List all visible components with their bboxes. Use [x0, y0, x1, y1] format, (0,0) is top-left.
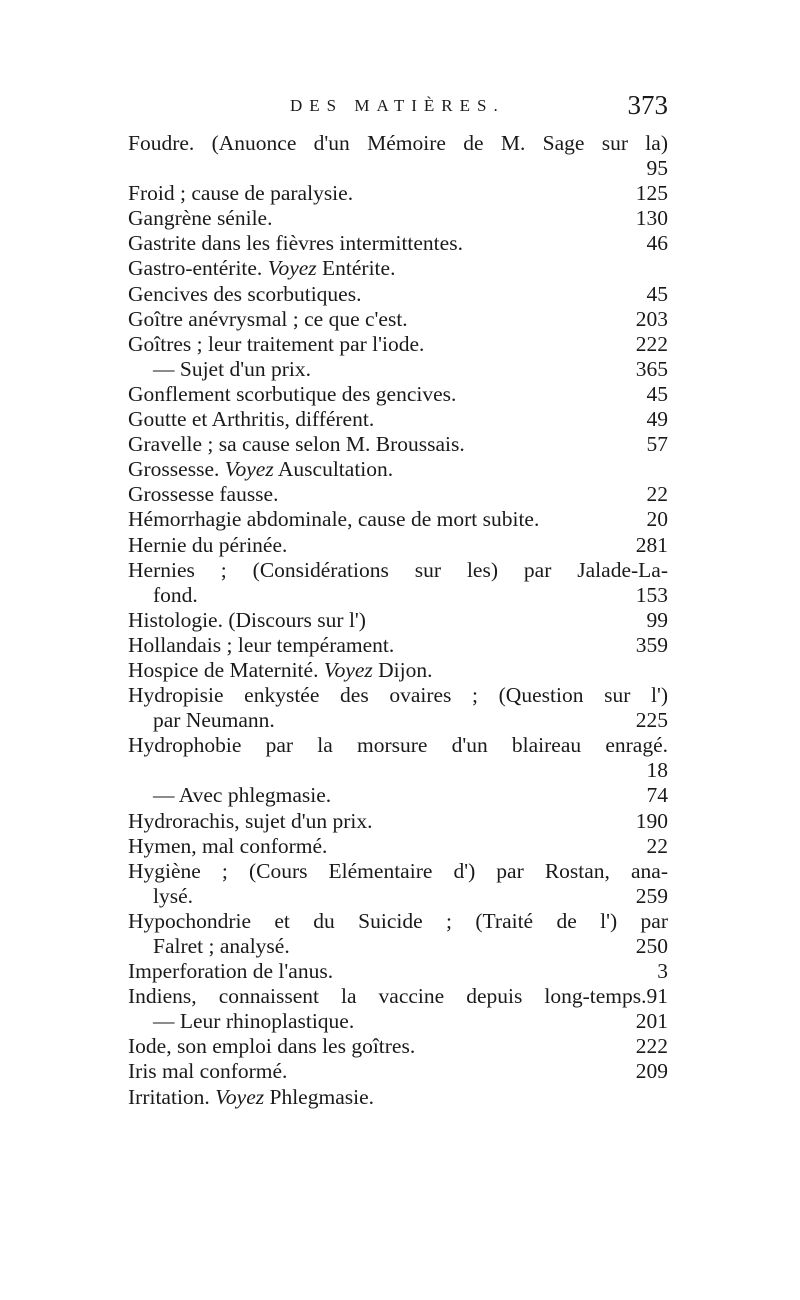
entry-page-number: 130 — [635, 206, 668, 231]
entry-page-number: 99 — [646, 607, 668, 632]
entry-text — [128, 457, 393, 482]
index-entry — [128, 457, 668, 482]
index-entry — [128, 1059, 668, 1084]
index-entry — [128, 558, 668, 583]
index-entry — [128, 206, 668, 231]
index-entry — [128, 1034, 668, 1059]
entry-text: Hernies ; (Considérations sur les) par Jalade-La- — [128, 557, 668, 582]
entry-text: Gravelle ; sa cause selon M. Broussais. — [128, 432, 465, 457]
index-entry — [128, 733, 668, 758]
entry-text: Gastrite dans les fièvres intermittentes. — [128, 231, 463, 256]
entry-text — [128, 658, 433, 683]
entry-text: Histologie. (Discours sur l') — [128, 607, 366, 632]
entry-page-number: 209 — [635, 1059, 668, 1084]
entry-page-number: 45 — [646, 281, 668, 306]
index-entry — [128, 934, 668, 959]
entry-text: Goîtres ; leur traitement par l'iode. — [128, 331, 425, 356]
entry-text: Goutte et Arthritis, différent. — [128, 407, 375, 432]
entry-page-number: 259 — [635, 883, 668, 908]
index-entry — [128, 432, 668, 457]
index-entry — [128, 633, 668, 658]
entry-page-number: 95 — [646, 156, 668, 181]
entry-text-before: Hospice de Maternité. — [128, 657, 324, 682]
entry-text — [128, 256, 395, 281]
index-entry — [128, 708, 668, 733]
entry-text-after: Phlegmasie. — [264, 1084, 374, 1109]
index-entry — [128, 181, 668, 206]
index-entry — [128, 809, 668, 834]
entry-page-number: 74 — [646, 783, 668, 808]
index-entry — [128, 859, 668, 884]
entry-see-reference: Voyez — [215, 1084, 265, 1109]
index-entry — [128, 256, 668, 281]
entry-text-after: Auscultation. — [273, 457, 394, 482]
running-title: DES MATIÈRES. — [290, 96, 505, 115]
index-entry — [128, 533, 668, 558]
entry-text-after: Dijon. — [372, 657, 433, 682]
page-number: 373 — [627, 90, 668, 120]
entry-text: — Leur rhinoplastique. — [153, 1009, 355, 1034]
entry-text: par Neumann. — [153, 708, 275, 733]
index-entry — [128, 357, 668, 382]
index-entry — [128, 658, 668, 683]
entry-page-number: 222 — [635, 331, 668, 356]
index-entry — [128, 909, 668, 934]
entry-page-number: 203 — [635, 306, 668, 331]
entry-text: Hydrorachis, sujet d'un prix. — [128, 808, 373, 833]
entry-text — [128, 1085, 374, 1110]
entry-text: Hymen, mal conformé. — [128, 833, 328, 858]
entry-text: Imperforation de l'anus. — [128, 959, 334, 984]
index-entry — [128, 307, 668, 332]
entry-page-number: 225 — [635, 708, 668, 733]
entry-page-number: 3 — [657, 959, 668, 984]
entry-text: Iris mal conformé. — [128, 1059, 288, 1084]
entry-text: Hollandais ; leur tempérament. — [128, 632, 395, 657]
index-entry — [128, 758, 668, 783]
page-header — [128, 90, 668, 130]
entry-text: Hydropisie enkystée des ovaires ; (Question sur l') — [128, 683, 668, 708]
index-entry — [128, 984, 668, 1009]
entry-text: Iode, son emploi dans les goîtres. — [128, 1034, 416, 1059]
index-entry — [128, 332, 668, 357]
entry-text: — Avec phlegmasie. — [153, 783, 332, 808]
entry-text-before: Gastro-entérite. — [128, 256, 268, 281]
entry-see-reference: Voyez — [323, 657, 373, 682]
entry-page-number: 22 — [646, 482, 668, 507]
entry-text: Gangrène sénile. — [128, 206, 273, 231]
entry-text: fond. — [153, 582, 198, 607]
entry-text: Hygiène ; (Cours Elémentaire d') par Rostan, ana- — [128, 858, 668, 883]
entry-page-number: 201 — [635, 1009, 668, 1034]
index-entry — [128, 834, 668, 859]
index-entry — [128, 783, 668, 808]
entry-page-number: 222 — [635, 1034, 668, 1059]
entry-page-number: 46 — [646, 231, 668, 256]
index-entry — [128, 608, 668, 633]
index-entry — [128, 583, 668, 608]
entry-page-number: 359 — [635, 632, 668, 657]
entry-text: Goître anévrysmal ; ce que c'est. — [128, 306, 408, 331]
entry-page-number: 125 — [635, 181, 668, 206]
index-entry — [128, 507, 668, 532]
entry-text-before: Grossesse. — [128, 457, 225, 482]
entry-text: Hypochondrie et du Suicide ; (Traité de l') par — [128, 908, 668, 933]
entry-page-number: 20 — [646, 507, 668, 532]
entry-page-number: 365 — [635, 356, 668, 381]
entry-page-number: 190 — [635, 808, 668, 833]
entry-page-number: 153 — [635, 582, 668, 607]
index-entry — [128, 1009, 668, 1034]
index-entry — [128, 482, 668, 507]
entry-see-reference: Voyez — [267, 256, 317, 281]
entry-page-number: 22 — [646, 833, 668, 858]
index-entry — [128, 156, 668, 181]
entry-see-reference: Voyez — [224, 457, 274, 482]
entry-text: Hémorrhagie abdominale, cause de mort subite. — [128, 507, 540, 532]
entry-text: Hydrophobie par la morsure d'un blaireau enragé. — [128, 733, 668, 758]
index-entry — [128, 382, 668, 407]
entry-page-number: 18 — [646, 758, 668, 783]
entry-text: Foudre. (Anuonce d'un Mémoire de M. Sage sur la) — [128, 131, 668, 155]
index-entry — [128, 131, 668, 156]
entry-text: Hernie du périnée. — [128, 532, 288, 557]
index-entry — [128, 959, 668, 984]
entry-text: lysé. — [153, 883, 194, 908]
index-entries — [128, 131, 668, 1110]
entry-page-number: 45 — [646, 381, 668, 406]
entry-text-after: Entérite. — [316, 256, 396, 281]
entry-text: Falret ; analysé. — [153, 934, 290, 958]
entry-page-number: 250 — [635, 934, 668, 958]
entry-text-before: Irritation. — [128, 1084, 216, 1109]
index-entry — [128, 1085, 668, 1110]
entry-page-number: 49 — [646, 407, 668, 432]
entry-text: Grossesse fausse. — [128, 482, 279, 507]
entry-text: — Sujet d'un prix. — [153, 356, 311, 381]
entry-text: Gencives des scorbutiques. — [128, 281, 362, 306]
entry-page-number: 57 — [646, 432, 668, 457]
index-entry — [128, 231, 668, 256]
entry-text: Froid ; cause de paralysie. — [128, 181, 354, 206]
index-entry — [128, 282, 668, 307]
index-entry — [128, 407, 668, 432]
index-entry — [128, 683, 668, 708]
index-entry — [128, 884, 668, 909]
entry-page-number: 281 — [635, 532, 668, 557]
entry-text: Indiens, connaissent la vaccine depuis long-temps.91 — [128, 984, 668, 1009]
entry-text: Gonflement scorbutique des gencives. — [128, 381, 457, 406]
